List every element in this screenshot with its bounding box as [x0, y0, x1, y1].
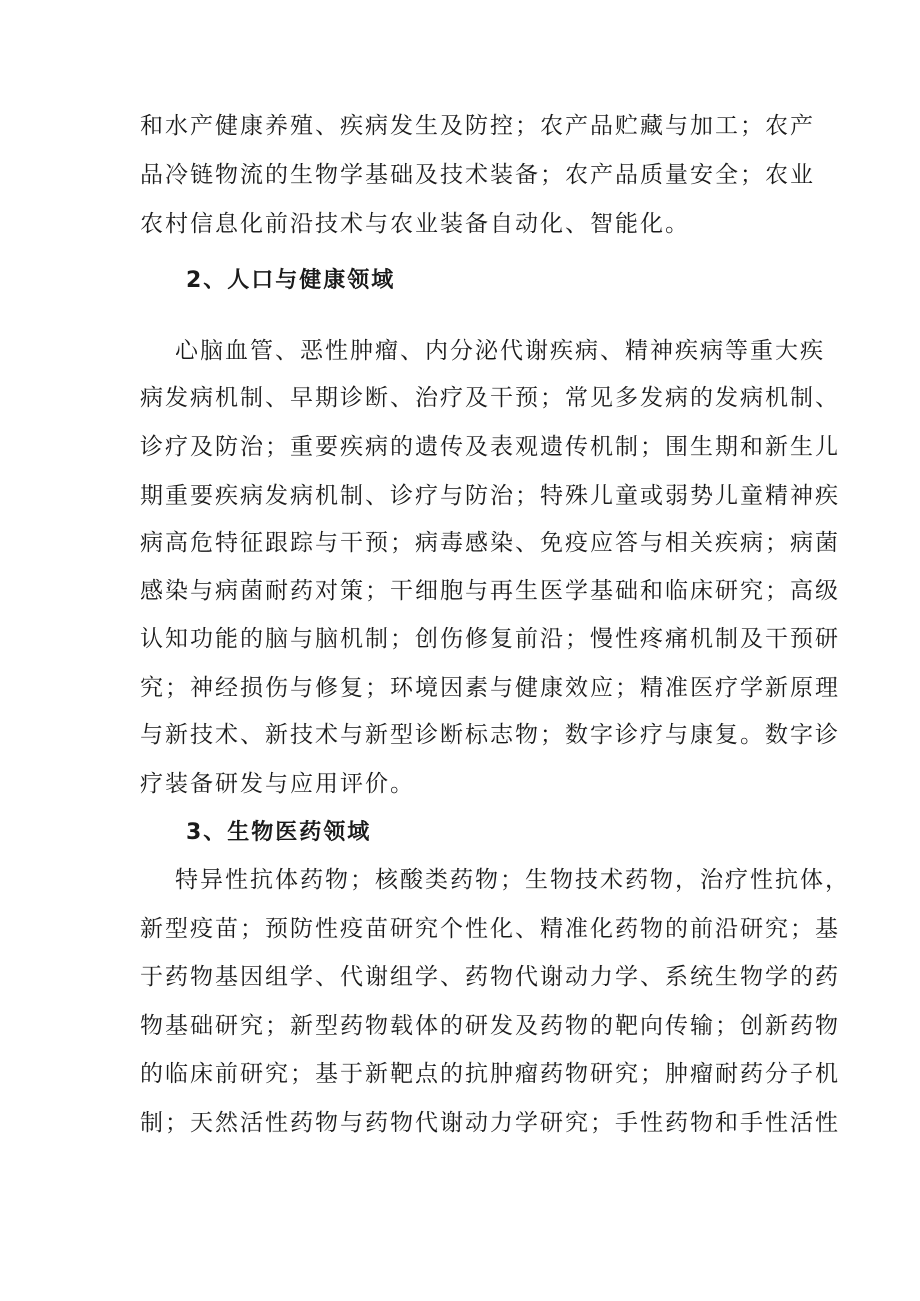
- section-2-heading: 2、人口与健康领域: [186, 268, 396, 293]
- section-2-line-6: 感染与病菌耐药对策；干细胞与再生医学基础和临床研究；高级: [140, 578, 840, 604]
- section-3-line-3: 于药物基因组学、代谢组学、药物代谢动力学、系统生物学的药: [140, 964, 840, 990]
- section-2-line-10: 疗装备研发与应用评价。: [140, 771, 415, 797]
- section-2-line-1: 心脑血管、恶性肿瘤、内分泌代谢疾病、精神疾病等重大疾: [175, 338, 825, 364]
- section-3-line-4: 物基础研究；新型药物载体的研发及药物的靶向传输；创新药物: [140, 1013, 840, 1039]
- section-3-line-6: 制；天然活性药物与药物代谢动力学研究；手性药物和手性活性: [140, 1110, 840, 1136]
- section-2-line-8: 究；神经损伤与修复；环境因素与健康效应；精准医疗学新原理: [140, 675, 840, 701]
- section-2-line-5: 病高危特征跟踪与干预；病毒感染、免疫应答与相关疾病；病菌: [140, 530, 840, 556]
- intro-line-3: 农村信息化前沿技术与农业装备自动化、智能化。: [140, 211, 690, 237]
- section-3-line-5: 的临床前研究；基于新靶点的抗肿瘤药物研究；肿瘤耐药分子机: [140, 1061, 840, 1087]
- section-2-line-3: 诊疗及防治；重要疾病的遗传及表观遗传机制；围生期和新生儿: [140, 434, 840, 460]
- intro-line-2: 品冷链物流的生物学基础及技术装备；农产品质量安全；农业: [140, 162, 815, 188]
- section-3-heading: 3、生物医药领域: [186, 820, 372, 845]
- section-2-line-2: 病发病机制、早期诊断、治疗及干预；常见多发病的发病机制、: [140, 385, 840, 411]
- section-3-line-2: 新型疫苗；预防性疫苗研究个性化、精准化药物的前沿研究；基: [140, 916, 840, 942]
- section-2-line-4: 期重要疾病发病机制、诊疗与防治；特殊儿童或弱势儿童精神疾: [140, 483, 840, 509]
- section-2-line-7: 认知功能的脑与脑机制；创伤修复前沿；慢性疼痛机制及干预研: [140, 626, 840, 652]
- section-3-line-1: 特异性抗体药物；核酸类药物；生物技术药物，治疗性抗体，: [175, 867, 850, 893]
- section-2-line-9: 与新技术、新技术与新型诊断标志物；数字诊疗与康复。数字诊: [140, 722, 840, 748]
- intro-line-1: 和水产健康养殖、疾病发生及防控；农产品贮藏与加工；农产: [140, 113, 815, 139]
